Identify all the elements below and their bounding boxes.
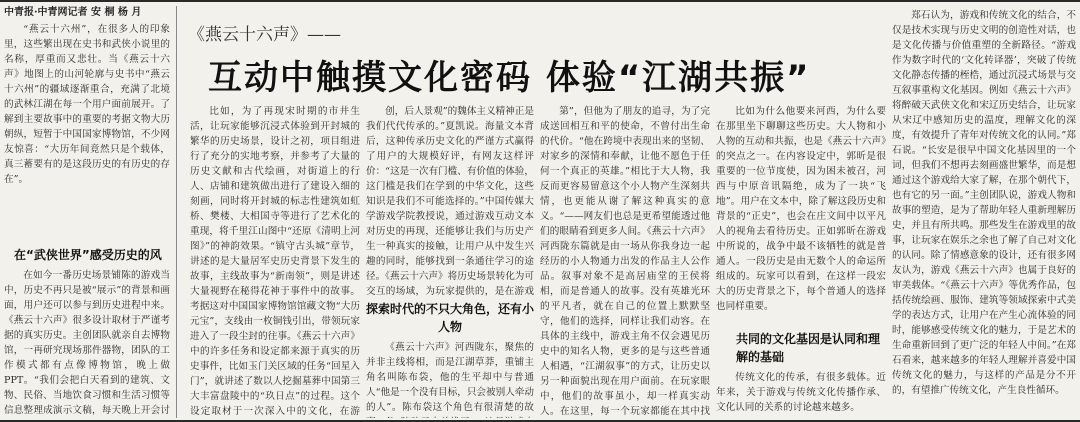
kicker-title: 《燕云十六声》—— [188,25,341,45]
byline: 中青报·中青网记者 安 桐 杨 月 [4,7,142,18]
column-3-bottom [366,340,534,418]
column-divider [176,6,177,418]
column-4-text: 第”，但他为了朋友的追寻，为了完成送回相互和平的使命，不曾付出生命的代价。“他在跨境中表现出来的坚韧、对家乡的深情和奉献，让他不愿色于任何一个真正的英雄。”相比于大人物，我反而更容易留意这个小人物产生深刻共情，也更能从谢了解这种真实的意义。“——网友们也总是更希望能透过他们的眼睛看到更多人间。《燕云十六声》河西陇东篇就是由一场从你我身边一起经历的小人物通力出发的作品主人公作品。叙事对象不是高居庙堂的王侯将相，而是普通人的故事。没有英雄光环的平凡者，就在自己的位置上默默坚守，他们的选择，同样让我们动容。在具体的主线中，游戏主角不仅会遇见历史中的知名人物，更多的是与这些普通人相遇，“江湖叙事”的方式，让历史以另一种面貌出现在用户面前。在玩家眼中，他们的故事虽小，却一样真实动人。在这里，每一个玩家都能在其中找 [540,106,710,417]
column-6 [892,8,1076,418]
section-heading-1: 在“武侠世界”感受历史的风 [14,248,162,262]
column-3-bottom-text: 《燕云十六声》河西陇东，聚焦的并非主线将相，而是江湖草莽，重铺主角名叫陈布袋，他的生平却中与普通人“他是一个没有目标，只会被别人牵动的人”。陈布袋这个角色有很清楚的故 [366,342,534,413]
column-1-bottom-text: 在如今一番历史场景铺陈的游戏当中，历史不再只是被“展示”的背景和画面，用户还可以参与到历史进程中来。《燕云十六声》很多设计取材于严谨考据的真实历史。主创团队就亲自去博物馆，一再研究现场那件器物，团队的工作模式都有点像博物馆，晚上做PPT。“我们会把白天看到的建筑、文物、民俗、当地饮食习惯和生活习惯等信息整理成演示文稿，每天晚上开会讨 [4,270,170,416]
column-1-top-text: “燕云十六州”，在很多人的印象里，这些繁出现在史书和武侠小说里的名称，厚重而又悲壮。当《燕云十六声》地图上的山河轮廓与史书中“燕云十六州”的疆域逐渐重合，充满了北境的武林江湖在每一个用户面前展开。了解到主要故事中的重要的考据文物大历朝纵，短暂于中国国家博物馆，不少网友惊喜：“大历年间竟然只是个载体，真三蓄要有的是这段历史的有历史的存在”。 [4,24,170,185]
column-5-text: 比如为什么他要来河西，为什么要在那里坐下聊聊这些历史。大人物和小人物的互动和共振，也是《燕云十六声》的突点之一。在内容设定中，郭昕是很重要的一位节度使，因为困未被召，河西与中原音讯隔绝，成为了一块“飞地”。用户在文本中，除了解这段历史和背景的“正史”，也会在庄文间中以平凡人的视角去看待历史。正如郭昕在游戏中所说的，战争中最不该牺牲的就是普通人。一段历史是由无数个人的命运所组成的。玩家可以看到，在这样一段宏大的历史背景之下，每个普通人的选择也同样重要。 [716,106,886,312]
section-heading-2: 探索时代的不只大角色，还有小人物 [366,302,535,334]
column-2-text: 比如，为了再现宋时期的市井生活，让玩家能够沉浸式体验到开封城的繁华的历史场景，设计之初，项目组进行了充分的实地考察，并参考了大量的历史文献和古代绘画，对街道上的行人、店铺和建筑做出进行了建设入细的刻画，同时将开封城的标志性建筑如虹桥、樊楼、大相国寺等进行了艺术化的重现，将千里江山图中“还原《清明上河图》”的神韵效果。“镇守古头城”章节，讲述的是大量居军史历史背景下发生的故事，主线故事为“新南领”，则是讲述大量视野在秘得花神于事件中的故事。考据这对中国国家博物馆馆藏文物“大历元宝”，支线由一枚铜钱引出，带领玩家进入了一段尘封的往事。《燕云十六声》中的许多任务和设定都来源于真实的历史事件，比如玉门关区域的任务“回星入门”，就讲述了数以人挖掘墓葬中国第三大丰富盘陵中的“玖日点”的过程。这个设定取材于一次深入中的文化，在游 [190,106,360,417]
column-3-text: 创，后人景观”的魏体主义精神正是我们代代传承的。”夏凯说。海量文本背后，这种传承历史文化的严谨方式赢得了用户的大规模好评，有网友这样评价：“这是一次有门槛、有价值的体验，这门槛是我们在学到的中华文化，这些知识是我们不可能选择的。”中国传媒大学游戏学院教授说，通过游戏互动文本对历史的再现，还能够让我们与历史产生一种真实的接触，让用户从中发生兴趣的同时，能够找到一条通往学习的途径。《燕云十六声》将历史场景转化为可交互的场域，为玩家提供的，是在游戏 [366,106,534,297]
column-5-bottom [716,370,886,418]
headline: 互动中触摸文化密码 体验“江湖共振” [208,58,811,98]
top-rule [0,0,1080,2]
column-1-top [4,22,170,240]
column-4 [540,104,710,418]
column-5-bottom-text: 传统文化的传承，有很多载体。近年来，关于游戏与传统文化传播作承、文化认同的关系的讨论越来越多。 [716,372,886,413]
column-2 [190,104,360,418]
column-6-text: 郑石认为，游戏和传统文化的结合，不仅是技术实现与历史文明的创造性对话，也是文化传播与价值重塑的全新路径。“游戏作为数字时代的‘文化转译器’，突破了传统文化静态传播的桎梏，通过沉浸式场景与交互叙事重构文化基因。例如《燕云十六声》将醉破天武侠文化和宋辽历史结合，让玩家从宋辽中感知历史的温度，理解文化的深度，有效提升了青年对传统文化的认同。”郑石说。“长安是很早中国文化基因里的一个词，但我们不想再去刻画盛世繁华，而是想通过这个游戏给大家了解，在那个朝代下，也有它的另一面。”主创团队说，游戏人物和故事的塑造，是为了帮助年轻人重新理解历史，并且有所共鸣。那些发生在游戏里的故事，让玩家在娱乐之余也了解了自己对文化的认同。除了情感意象的设计，还有很多网友认为，游戏《燕云十六声》也属于良好的审美载体。“《燕云十六声》等优秀作品，包括传统绘画、服饰、建筑等领域探索中式美学的表达方式，让用户在产生心流体验的同时，能够感受传统文化的魅力，于是艺术的生命重新回到了更广泛的年轻人中间。”在郑石看来，越来越多的年轻人理解并喜爱中国传统文化的魅力，与这样的产品是分不开的，有望推广传统文化，产生良性循环。 [892,10,1076,396]
section-heading-3: 共同的文化基因是认同和理解的基础 [736,332,881,364]
column-3 [366,104,534,298]
column-5 [716,104,886,328]
column-1-bottom [4,268,170,418]
